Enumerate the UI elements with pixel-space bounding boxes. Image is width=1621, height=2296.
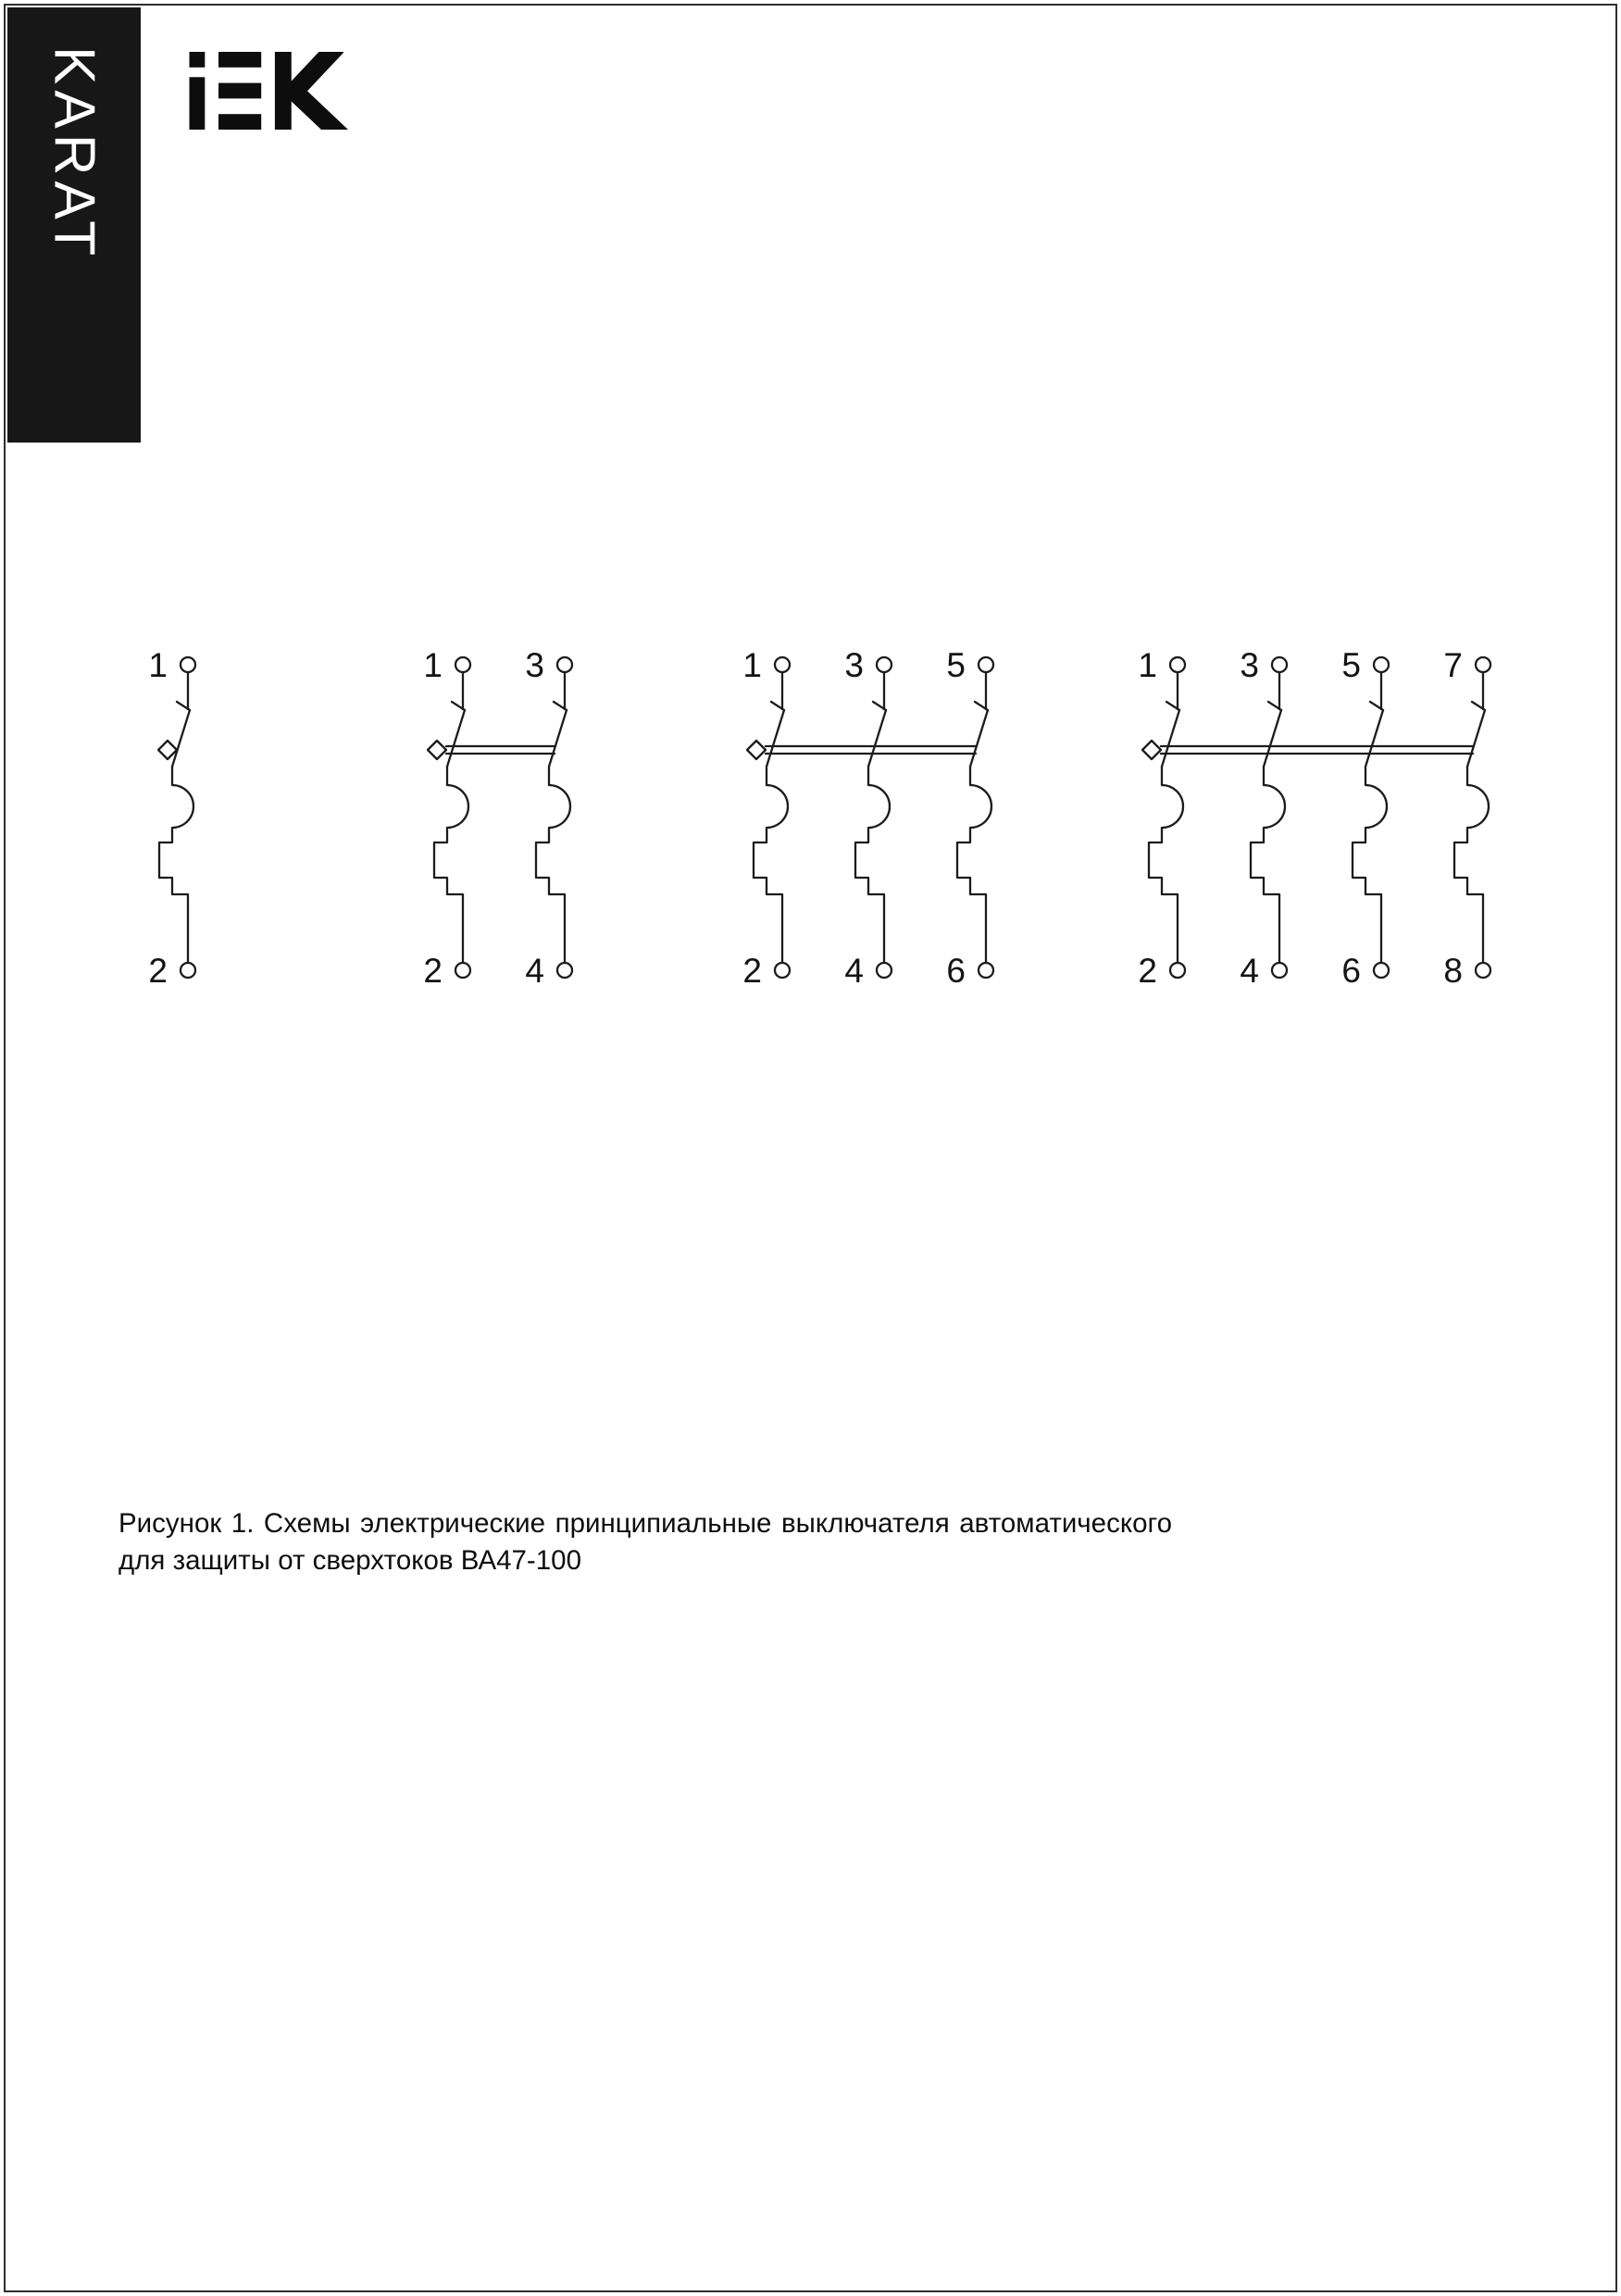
bottom-terminal-label: 2: [742, 952, 762, 990]
top-terminal-label: 3: [1240, 646, 1259, 684]
actuator-diamond: [747, 741, 766, 759]
top-terminal-label: 3: [525, 646, 544, 684]
schematic-strokes: [742, 646, 993, 990]
top-terminal-label: 1: [1138, 646, 1157, 684]
top-terminal: [979, 657, 993, 672]
contact-blade: [1162, 710, 1179, 767]
schematic-1-pole: [123, 637, 253, 1007]
contact-blade: [447, 710, 465, 767]
schematic-strokes: [148, 646, 195, 990]
release-element: [754, 767, 788, 963]
bottom-terminal: [455, 963, 470, 978]
contact-blade: [1467, 710, 1485, 767]
top-terminal-label: 1: [742, 646, 762, 684]
bottom-terminal-label: 6: [1341, 952, 1361, 990]
release-element: [855, 767, 890, 963]
contact-blade: [767, 710, 784, 767]
bottom-terminal-label: 2: [423, 952, 443, 990]
top-terminal-label: 1: [423, 646, 443, 684]
top-terminal: [181, 657, 195, 672]
contact-blade: [970, 710, 988, 767]
bottom-terminal: [775, 963, 790, 978]
bottom-terminal-label: 8: [1443, 952, 1463, 990]
contact-blade: [1365, 710, 1383, 767]
bottom-terminal: [877, 963, 892, 978]
top-terminal: [877, 657, 892, 672]
bottom-terminal-label: 4: [1240, 952, 1259, 990]
actuator-diamond: [1142, 741, 1161, 759]
contact-blade: [1264, 710, 1281, 767]
bottom-terminal: [1272, 963, 1287, 978]
bottom-terminal-label: 4: [525, 952, 544, 990]
top-terminal-label: 3: [844, 646, 864, 684]
release-element: [1454, 767, 1489, 963]
bottom-terminal: [1476, 963, 1490, 978]
top-terminal: [455, 657, 470, 672]
schematic-2-pole: [398, 637, 630, 1007]
bottom-terminal: [557, 963, 572, 978]
schematic-strokes: [1138, 646, 1490, 990]
contact-blade: [549, 710, 567, 767]
top-terminal: [1374, 657, 1389, 672]
top-terminal: [1476, 657, 1490, 672]
actuator-diamond: [158, 741, 177, 759]
release-element: [159, 767, 193, 963]
schematic-3-pole: [717, 637, 1051, 1007]
top-terminal: [557, 657, 572, 672]
top-terminal: [775, 657, 790, 672]
actuator-diamond: [428, 741, 446, 759]
bottom-terminal-label: 2: [1138, 952, 1157, 990]
top-terminal-label: 7: [1443, 646, 1463, 684]
top-terminal: [1170, 657, 1185, 672]
figure-caption-line2: для защиты от сверхтоков ВА47-100: [118, 1545, 581, 1576]
schematic-4-pole: [1113, 637, 1548, 1007]
contact-blade: [868, 710, 886, 767]
top-terminal-label: 5: [1341, 646, 1361, 684]
figure-caption: [118, 1505, 1172, 1579]
release-element: [1149, 767, 1183, 963]
release-element: [1353, 767, 1387, 963]
top-terminal: [1272, 657, 1287, 672]
release-element: [434, 767, 468, 963]
schematic-strokes: [423, 646, 572, 990]
release-element: [1251, 767, 1285, 963]
release-element: [957, 767, 991, 963]
bottom-terminal-label: 6: [946, 952, 966, 990]
bottom-terminal-label: 4: [844, 952, 864, 990]
karat-series-label: KARAT: [42, 46, 106, 262]
bottom-terminal: [979, 963, 993, 978]
bottom-terminal: [1374, 963, 1389, 978]
contact-blade: [172, 710, 190, 767]
bottom-terminal: [1170, 963, 1185, 978]
release-element: [536, 767, 570, 963]
top-terminal-label: 1: [148, 646, 168, 684]
bottom-terminal-label: 2: [148, 952, 168, 990]
top-terminal-label: 5: [946, 646, 966, 684]
bottom-terminal: [181, 963, 195, 978]
figure-caption-line1: Рисунок 1. Схемы электрические принципиальные выключателя автоматического: [118, 1508, 1172, 1539]
